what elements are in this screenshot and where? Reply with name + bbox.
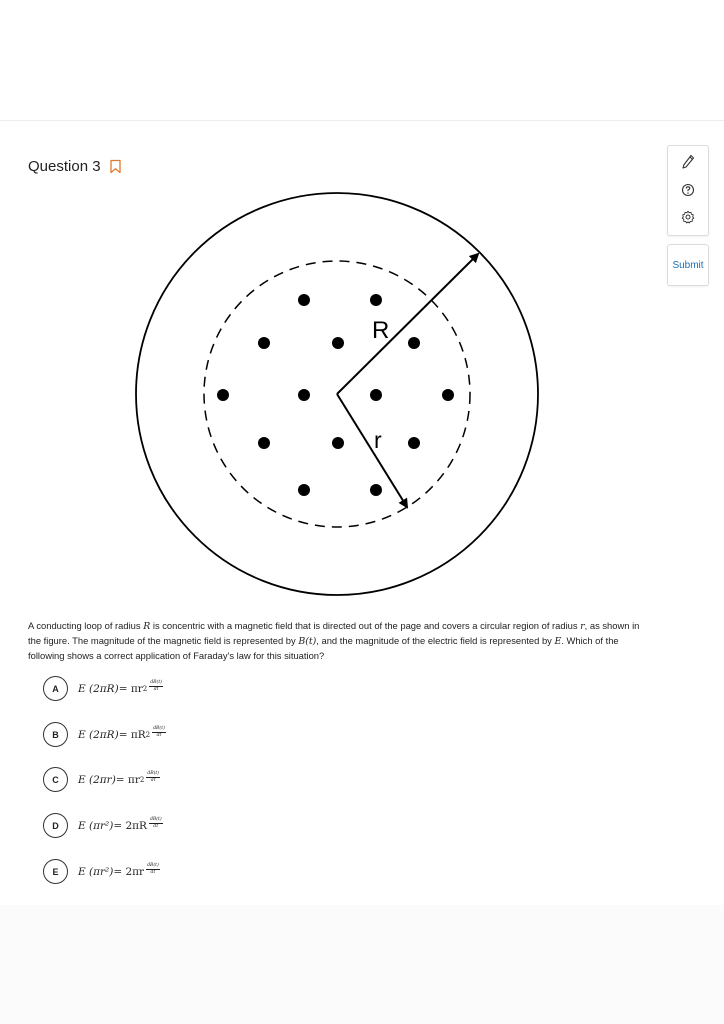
- question-stem: A conducting loop of radius R is concentric with a magnetic field that is directed out of the page and covers a circular region of radius r, as shown in the figure. The magnitude of the magnetic field is represented by B(t), and the magnitude of the electric field is represented by E. Which of the following shows a correct application of Faraday's law for this situation?: [28, 620, 640, 661]
- help-icon[interactable]: [679, 181, 697, 199]
- field-dot: [332, 437, 344, 449]
- choice-expression: E (2πr) = πr 2 $\frac{dB(t)}{dt}$: [78, 771, 160, 786]
- pencil-icon[interactable]: [679, 153, 697, 171]
- answer-choice-a[interactable]: [43, 676, 163, 701]
- field-dot: [370, 389, 382, 401]
- choice-expression: E (πr²) = 2πr $\frac{dB(t)}{dt}$: [78, 863, 159, 878]
- field-dot: [332, 337, 344, 349]
- choice-expression: E (πr²) = 2πR $\frac{dB(t)}{dt}$: [78, 817, 162, 832]
- field-dots: [217, 294, 454, 496]
- question-header: [28, 158, 122, 175]
- choice-letter[interactable]: D: [43, 813, 68, 838]
- tools-panel: [667, 145, 709, 236]
- choice-letter[interactable]: E: [43, 859, 68, 884]
- field-dot: [370, 484, 382, 496]
- answer-choice-b[interactable]: [43, 722, 166, 747]
- field-dot: [217, 389, 229, 401]
- choice-letter[interactable]: A: [43, 676, 68, 701]
- answer-choice-c[interactable]: [43, 767, 160, 792]
- top-divider: [0, 120, 724, 121]
- field-dot: [408, 437, 420, 449]
- settings-icon[interactable]: [679, 208, 697, 226]
- answer-choice-d[interactable]: [43, 813, 163, 838]
- field-dot: [442, 389, 454, 401]
- bookmark-icon[interactable]: [109, 159, 122, 174]
- radius-R-arrow: [337, 254, 478, 394]
- label-R: R: [372, 317, 390, 344]
- field-dot: [258, 437, 270, 449]
- submit-button[interactable]: Submit: [667, 244, 709, 286]
- question-title: Question 3: [28, 158, 101, 175]
- choice-letter[interactable]: B: [43, 722, 68, 747]
- page-footer-area: [0, 905, 724, 1024]
- choice-expression: E (2πR) = πR 2 $\frac{dB(t)}{dt}$: [78, 726, 165, 741]
- field-dot: [408, 337, 420, 349]
- answer-choice-e[interactable]: [43, 859, 160, 884]
- field-dot: [298, 389, 310, 401]
- magnetic-field-figure: [130, 190, 550, 600]
- choice-expression: E (2πR) = πr 2 $\frac{dB(t)}{dt}$: [78, 680, 162, 695]
- field-dot: [258, 337, 270, 349]
- label-r: r: [374, 427, 382, 453]
- field-dot: [370, 294, 382, 306]
- field-dot: [298, 294, 310, 306]
- choice-letter[interactable]: C: [43, 767, 68, 792]
- field-dot: [298, 484, 310, 496]
